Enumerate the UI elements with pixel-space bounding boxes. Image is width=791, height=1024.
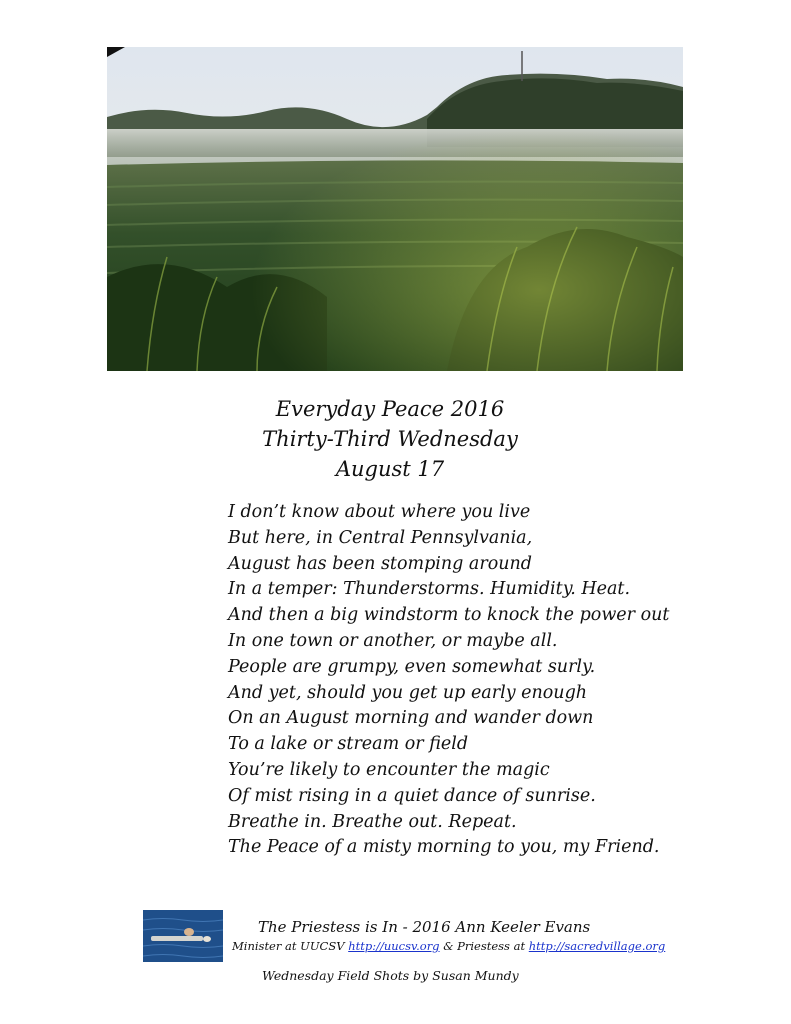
swimmer-photo bbox=[143, 910, 223, 962]
poem-line: And then a big windstorm to knock the power out bbox=[228, 605, 670, 626]
poem-line: I don’t know about where you live bbox=[228, 502, 531, 522]
poem-line: Of mist rising in a quiet dance of sunrise. bbox=[228, 785, 596, 806]
minister-label: Minister at UUCSV bbox=[232, 939, 345, 953]
poem bbox=[228, 500, 748, 861]
field-photo bbox=[107, 47, 683, 371]
poem-line: On an August morning and wander down bbox=[228, 708, 594, 729]
corner-mark bbox=[107, 47, 125, 57]
poem-line: August has been stomping around bbox=[228, 553, 533, 574]
priestess-label: & Priestess at bbox=[443, 939, 526, 953]
poem-line: People are grumpy, even somewhat surly. bbox=[228, 656, 596, 677]
footer-title: The Priestess is In - 2016 Ann Keeler Evans bbox=[258, 918, 591, 936]
poem-line: To a lake or stream or field bbox=[228, 734, 469, 755]
poem-line: And yet, should you get up early enough bbox=[228, 682, 588, 703]
sacredvillage-link[interactable]: http://sacredvillage.org bbox=[528, 939, 666, 953]
poem-line: The Peace of a misty morning to you, my Friend. bbox=[228, 837, 660, 858]
poem-line: But here, in Central Pennsylvania, bbox=[228, 527, 533, 548]
photo-credit: Wednesday Field Shots by Susan Mundy bbox=[262, 968, 519, 983]
page-subtitle: Thirty-Third Wednesday bbox=[262, 427, 518, 451]
poem-line: In one town or another, or maybe all. bbox=[228, 630, 558, 651]
uucsv-link[interactable]: http://uucsv.org bbox=[348, 939, 440, 953]
page-title: Everyday Peace 2016 bbox=[275, 397, 505, 421]
page-date: August 17 bbox=[335, 457, 445, 481]
poem-line: Breathe in. Breathe out. Repeat. bbox=[228, 811, 517, 832]
poem-line: In a temper: Thunderstorms. Humidity. Heat. bbox=[228, 579, 631, 600]
footer-affiliations bbox=[232, 939, 665, 953]
poem-line: You’re likely to encounter the magic bbox=[228, 759, 550, 780]
title-block bbox=[180, 394, 600, 484]
